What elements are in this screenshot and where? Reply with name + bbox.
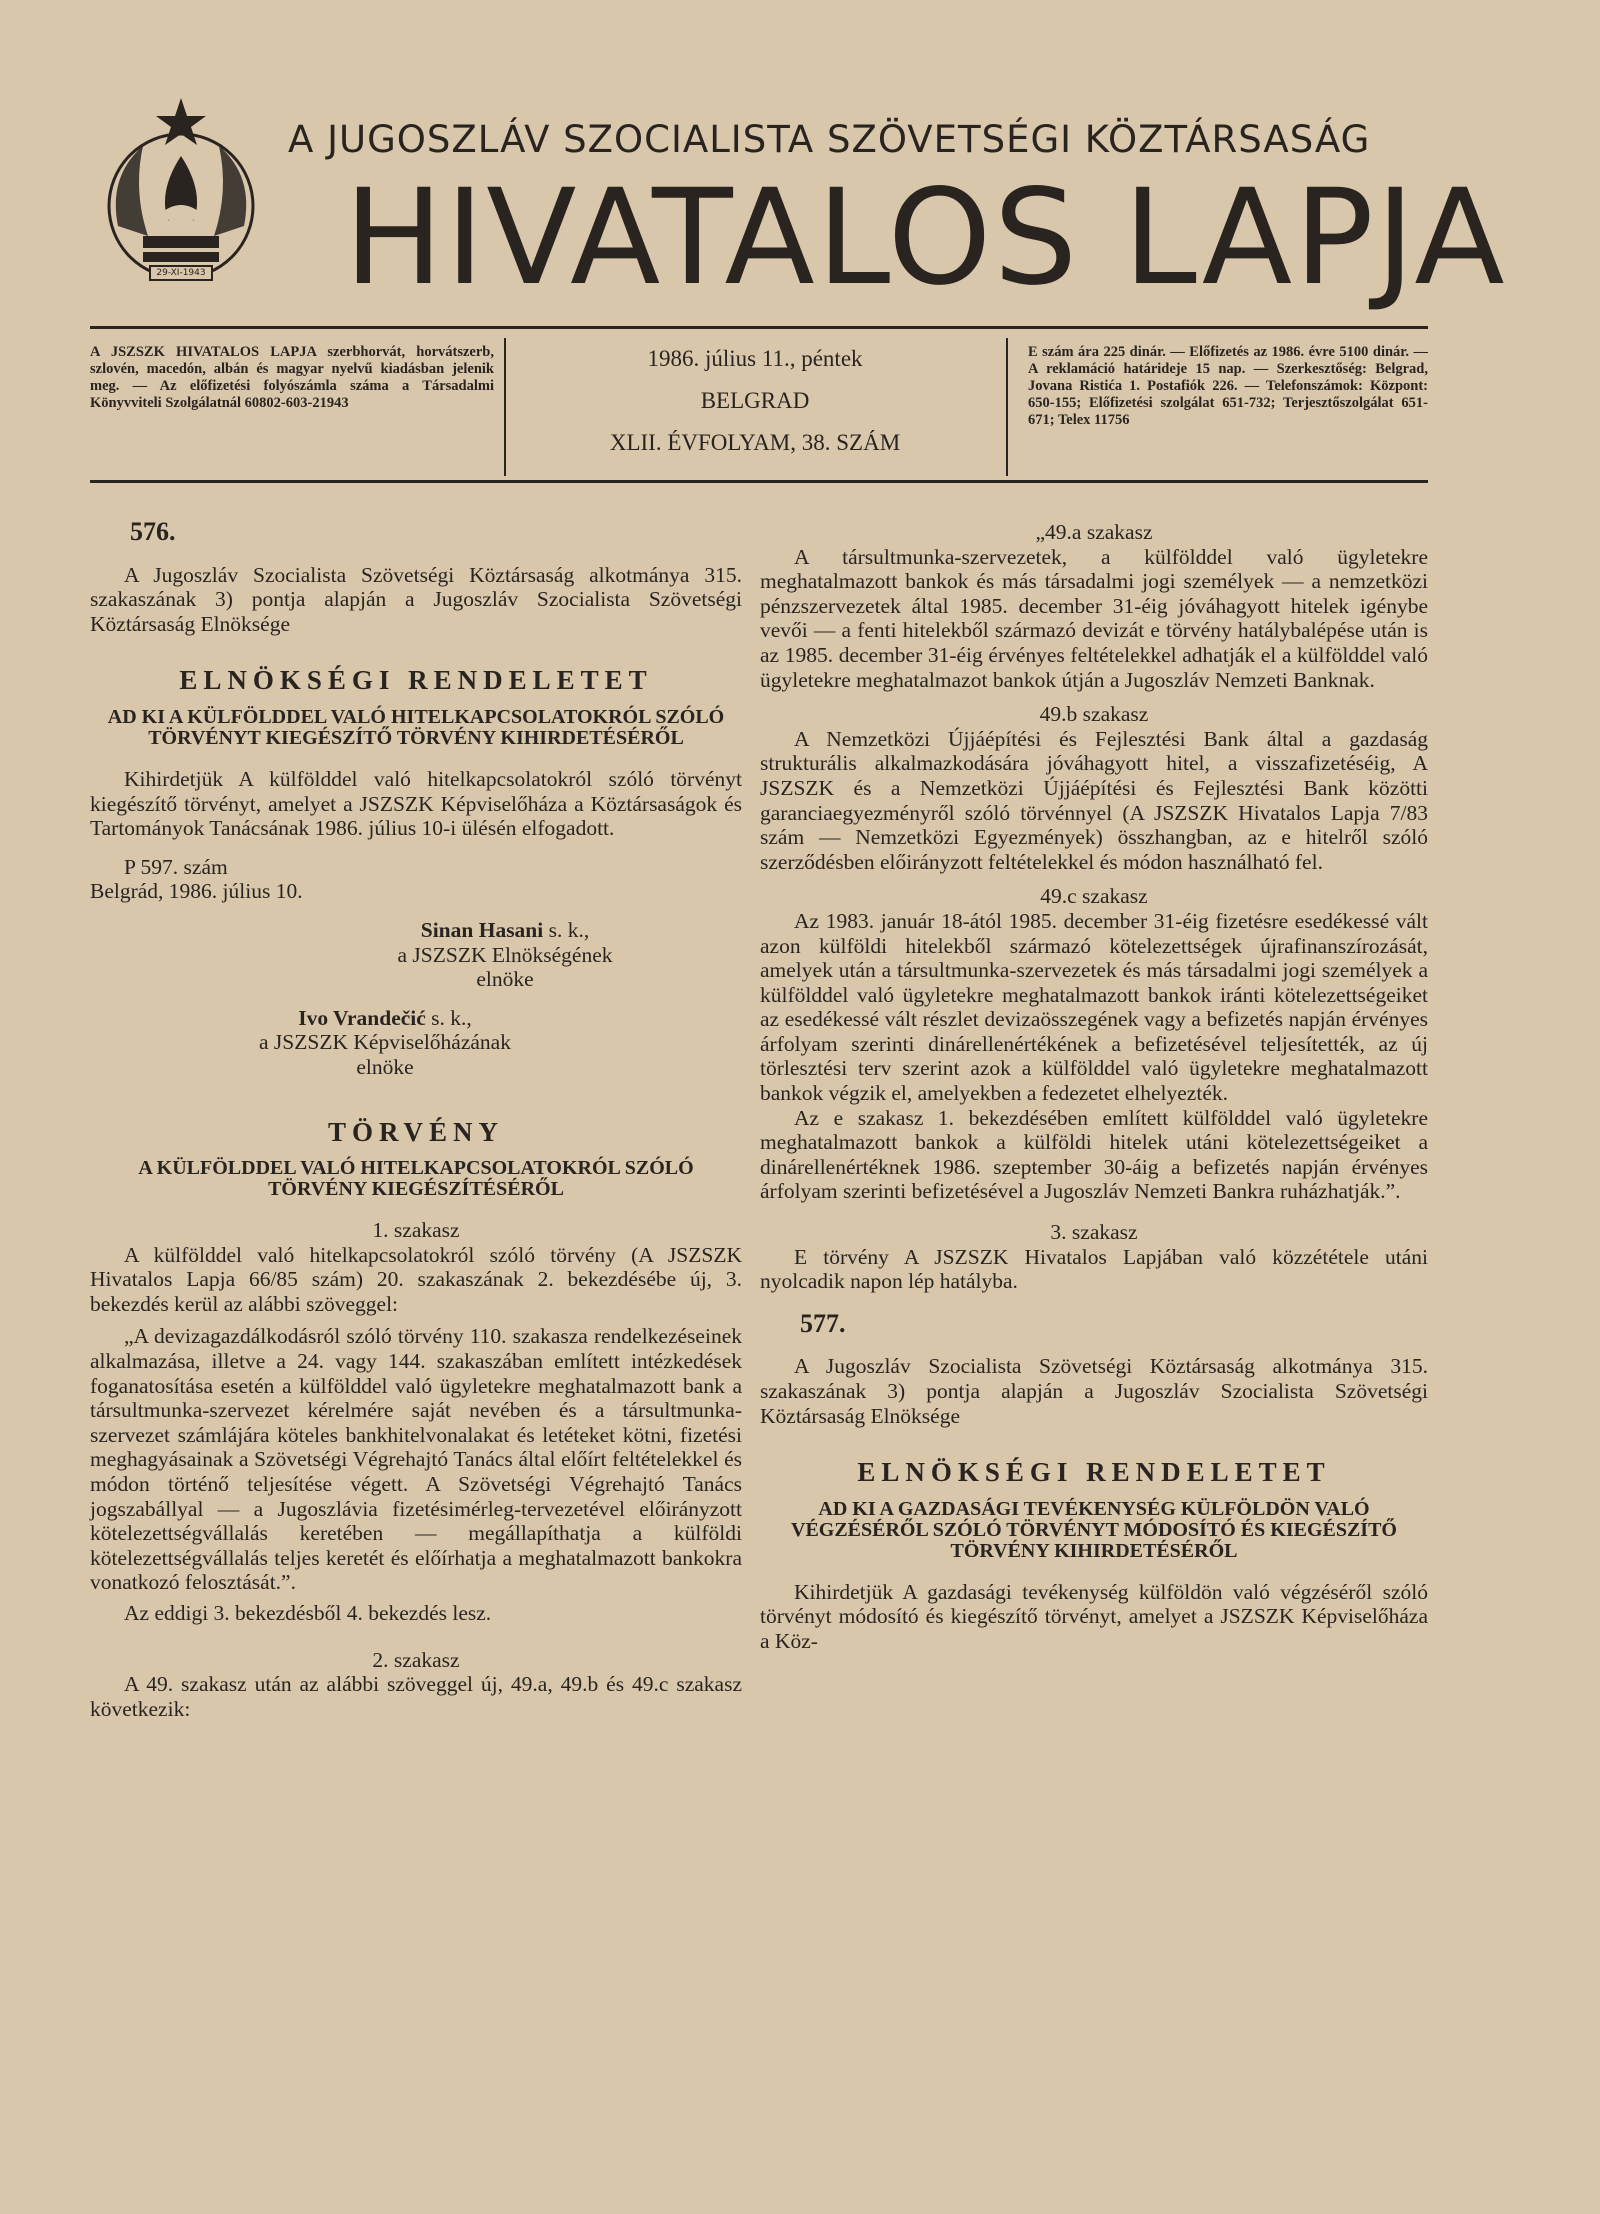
signer2-role: elnöke	[356, 1054, 414, 1079]
section-49c-text-2: Az e szakasz 1. bekezdésében említett külfölddel való ügyletekre meghatalmazott bankok a külföldi hitelek utáni kötelezettségeiket a dinárellenértéknek 1986. szeptember 30-áig a befizetés napján érvényes árfolyam szerinti befizetésével a Jugoszláv Nemzeti Bankra ruházhatják.”.	[760, 1105, 1428, 1204]
decree-intro-2: A Jugoszláv Szocialista Szövetségi Köztársaság alkotmánya 315. szakaszának 3) pontja alapján a Jugoszláv Szocialista Szövetségi Köztársaság Elnöksége	[760, 1354, 1428, 1428]
section-2-heading: 2. szakasz	[372, 1647, 460, 1672]
law-title: A KÜLFÖLDDEL VALÓ HITELKAPCSOLATOKRÓL SZÓLÓ TÖRVÉNY KIEGÉSZÍTÉSÉRŐL	[138, 1157, 694, 1201]
law-heading: TÖRVÉNY	[327, 1116, 505, 1147]
decree-intro: A Jugoszláv Szocialista Szövetségi Köztársaság alkotmánya 315. szakaszának 3) pontja alapján a Jugoszláv Szocialista Szövetségi Köztársaság Elnöksége	[90, 562, 742, 636]
decree-title: AD KI A KÜLFÖLDDEL VALÓ HITELKAPCSOLATOKRÓL SZÓLÓ TÖRVÉNYT KIEGÉSZÍTŐ TÖRVÉNY KIHIRDETÉSÉRŐL	[107, 705, 725, 749]
document-number-2: 577.	[800, 1308, 846, 1338]
issue-date: 1986. július 11., péntek	[647, 346, 863, 371]
signer2-name: Ivo Vrandečić	[298, 1005, 426, 1030]
masthead-top-rule	[90, 326, 1428, 329]
promulgation-text: Kihirdetjük A külfölddel való hitelkapcsolatokról szóló törvényt kiegészítő törvényt, amelyet a JSZSZK Képviselőháza a Köztársaságok és Tartományok Tanácsának 1986. július 10-i ülésén elfogadott.	[90, 766, 742, 841]
section-49b-heading: 49.b szakasz	[1039, 702, 1149, 727]
info-divider-left	[504, 338, 506, 476]
signer2-title: a JSZSZK Képviselőházának	[259, 1030, 511, 1055]
subscription-info: E szám ára 225 dinár. — Előfizetés az 1986. évre 5100 dinár. — A reklamáció határideje 15 nap. — Szerkesztőség: Belgrad, Jovana Ristića 1. Postafiók 226. — Telefonszámok: Központ: 650-155; Előfizetési szolgálat 651-732; Terjesztőszolgálat 651-671; Telex 11756	[1028, 344, 1428, 428]
masthead-subtitle: A JUGOSZLÁV SZOCIALISTA SZÖVETSÉGI KÖZTÁRSASÁG	[288, 118, 1371, 161]
section-2-text: A 49. szakasz után az alábbi szöveggel új, 49.a, 49.b és 49.c szakasz következik:	[90, 1672, 742, 1721]
section-1-after: Az eddigi 3. bekezdésből 4. bekezdés lesz.	[124, 1601, 492, 1625]
section-49b-text: A Nemzetközi Újjáépítési és Fejlesztési Bank által a gazdaság strukturális alkalmazkodására jóváhagyott hitel, a visszafizetéséig, A JSZSZK és a Nemzetközi Újjáépítési és Fejlesztési Bank közötti garanciaegyezményről szóló törvénnyel (A JSZSZK Hivatalos Lapja 7/83 szám — Nemzetközi Egyezmények) összhangban, az e hitelről szóló szerződésben előirányzott feltételekkel és módon használható fel.	[760, 726, 1428, 874]
emblem-date: 29-XI-1943	[156, 268, 206, 278]
masthead-bottom-rule	[90, 480, 1428, 483]
section-3-heading: 3. szakasz	[1050, 1220, 1138, 1245]
reference-number: P 597. szám	[124, 854, 228, 879]
section-3-text: E törvény A JSZSZK Hivatalos Lapjában való közzététele utáni nyolcadik napon lép hatályba.	[760, 1244, 1428, 1294]
signer2-suffix: s. k.,	[425, 1005, 472, 1030]
decree-heading: ELNÖKSÉGI RENDELETET	[179, 665, 653, 696]
info-divider-right	[1006, 338, 1008, 476]
signer1-role: elnöke	[476, 967, 534, 992]
promulgation-text-2: Kihirdetjük A gazdasági tevékenység külföldön való végzéséről szóló törvényt módosító és kiegészítő törvényt, amelyet a JSZSZK Képviselőháza a Köz-	[760, 1579, 1428, 1653]
left-column	[90, 517, 742, 1721]
publication-info: A JSZSZK HIVATALOS LAPJA szerbhorvát, horvátszerb, szlovén, macedón, albán és magyar nyelvű kiadásban jelenik meg. — Az előfizetési folyószámla száma a Társadalmi Könyvviteli Szolgálatnál 60802-603-21943	[90, 344, 494, 411]
masthead-title: HIVATALOS LAPJA	[344, 161, 1507, 315]
signer1-title: a JSZSZK Elnökségének	[397, 942, 613, 967]
section-49a-text: A társultmunka-szervezetek, a külfölddel való ügyletekre meghatalmazott bankok és más társadalmi jogi személyek — a nemzetközi pénzszervezetek által 1985. december 31-éig jóváhagyott hitelek igénybe vevői — a fenti hitelekből származó devizát e törvény hatálybalépése után is az 1985. december 31-éig érvényes feltételekkel adhatják el a külfölddel való ügyletekre meghatalmazot bankok útján a Jugoszláv Nemzeti Banknak.	[760, 544, 1428, 692]
section-1-text: A külfölddel való hitelkapcsolatokról szóló törvény (A JSZSZK Hivatalos Lapja 66/85 szám) 20. szakaszának 2. bekezdésébe új, 3. bekezdés kerül az alábbi szöveggel:	[90, 1242, 742, 1316]
issue-volume: XLII. ÉVFOLYAM, 38. SZÁM	[609, 430, 901, 455]
place-date: Belgrád, 1986. július 10.	[90, 879, 303, 904]
section-1-heading: 1. szakasz	[372, 1218, 460, 1243]
section-49c-heading: 49.c szakasz	[1040, 884, 1148, 909]
right-column	[760, 520, 1428, 1654]
decree-title-2: AD KI A GAZDASÁGI TEVÉKENYSÉG KÜLFÖLDÖN VALÓ VÉGZÉSÉRŐL SZÓLÓ TÖRVÉNYT MÓDOSÍTÓ ÉS KIEGÉSZÍTŐ TÖRVÉNY KIHIRDETÉSÉRŐL	[791, 1497, 1397, 1562]
signature-block-2	[220, 1006, 550, 1080]
section-49c-text-1: Az 1983. január 18-ától 1985. december 31-éig fizetésre esedékessé vált azon külföldi hitelekből származó kötelezettségek újrafinanszírozását, amelyek után a társultmunka-szervezetek és más társadalmi jogi személyek a külfölddel való ügyletekre meghatalmazott bankok iránti kötelezettségeiket az esedékessé vált részlet devizaösszegének vagy a befizetés napján érvényes árfolyam szerinti dinárellenértékének a befizetésével teljesítették, az új törlesztési terv szerint azok a külfölddel való ügyletekre meghatalmazott bankok végzik el, amelyekben a fedezetet elhelyezték.	[760, 908, 1428, 1106]
issue-place: BELGRAD	[700, 388, 810, 413]
decree-heading-2: ELNÖKSÉGI RENDELETET	[857, 1457, 1331, 1488]
signer1-name: Sinan Hasani	[420, 917, 544, 942]
document-number: 576.	[130, 517, 176, 546]
signature-block-1	[340, 918, 670, 992]
signer1-suffix: s. k.,	[543, 917, 590, 942]
state-emblem-icon	[88, 96, 274, 286]
section-1-quote: „A devizagazdálkodásról szóló törvény 110. szakasza rendelkezéseinek alkalmazása, illetve a 24. vagy 144. szakaszában említett intézkedések foganatosítása esetén a külfölddel való ügyletekre meghatalmazott bank a társultmunka-szervezet kérelmére saját nevében és a társultmunka-szervezet számlájára köteles bankhitelvonalakat és letéteket kötni, fizetési meghagyásainak a Szövetségi Végrehajtó Tanács által előírt feltételekkel és módon történő teljesítése végett. A Szövetségi Végrehajtó Tanács jogszabállyal — a Jugoszlávia fizetésimérleg-tervezetével előirányzott kötelezettségvállalás keretében — megállapíthatja a külföldi kötelezettségvállalás teljes keretét és előírhatja a meghatalmazott bankokra vonatkozó felosztását.”.	[90, 1324, 742, 1595]
section-49a-heading: „49.a szakasz	[1035, 520, 1153, 544]
issue-info	[520, 346, 990, 472]
